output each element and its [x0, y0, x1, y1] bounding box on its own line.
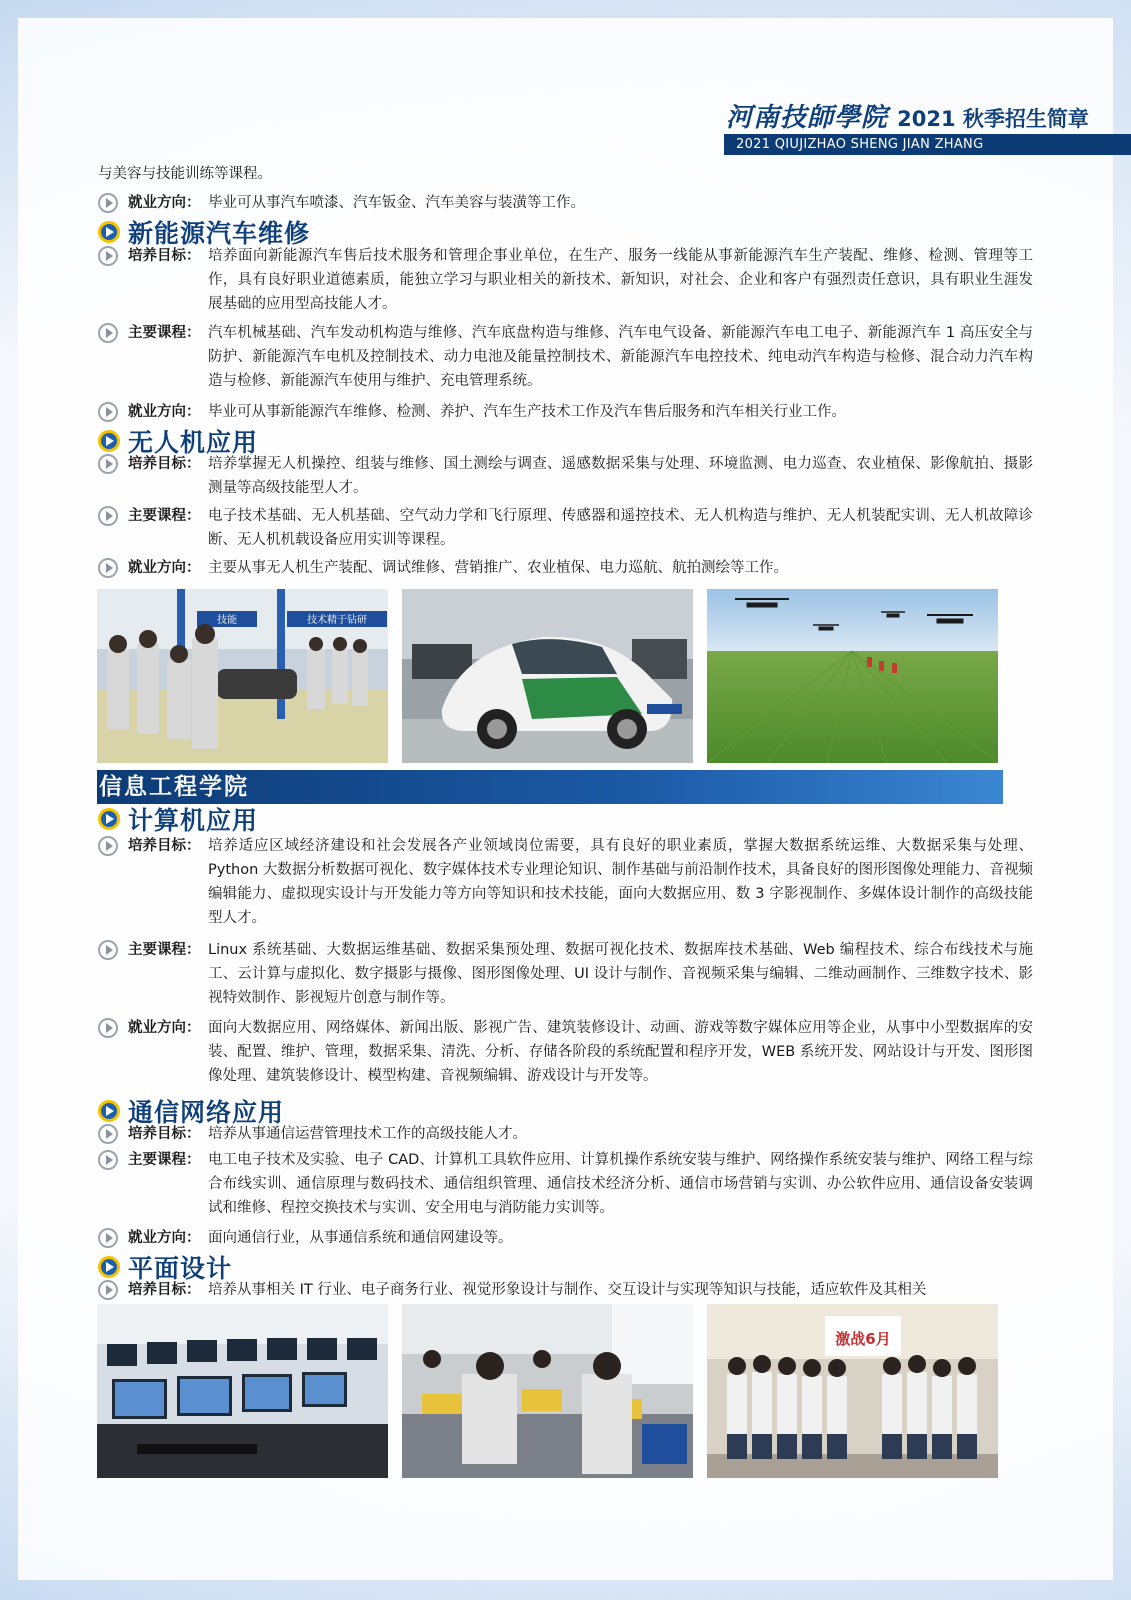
intro-job	[98, 191, 1033, 215]
carryover-text: 与美容与技能训练等课程。	[98, 166, 272, 182]
drone-jobs	[98, 556, 1033, 580]
car-cutaway-photo	[402, 589, 693, 763]
play-bullet-icon	[98, 1018, 118, 1038]
play-bullet-icon	[98, 836, 118, 856]
play-bullet-icon	[98, 221, 120, 243]
field-label: 就业方向：	[128, 1020, 201, 1036]
field-label: 培养目标：	[128, 248, 201, 264]
major-heading	[98, 217, 310, 247]
play-bullet-icon	[98, 1100, 120, 1122]
major-title: 新能源汽车维修	[128, 219, 311, 248]
field-text: 培养从事相关 IT 行业、电子商务行业、视觉形象设计与制作、交互设计与实现等知识与技能，适应软件及其相关	[208, 1282, 927, 1298]
field-text: 毕业可从事汽车喷漆、汽车钣金、汽车美容与装潢等工作。	[208, 195, 585, 211]
field-text: 培养从事通信运营管理技术工作的高级技能人才。	[208, 1126, 527, 1142]
field-label: 主要课程：	[128, 325, 201, 341]
major-title: 通信网络应用	[128, 1098, 285, 1127]
banner-text: 技能	[217, 615, 237, 626]
play-bullet-icon	[98, 402, 118, 422]
graphic-goal	[98, 1278, 1033, 1302]
brand-header	[726, 97, 1089, 134]
photo-row-top	[97, 589, 998, 763]
banner-text: 技术精于钻研	[307, 615, 367, 626]
play-bullet-icon	[98, 1228, 118, 1248]
play-bullet-icon	[98, 506, 118, 526]
play-bullet-icon	[98, 1150, 118, 1170]
banner-text: 激战6月	[835, 1330, 891, 1348]
school-name: 河南技師學院	[726, 103, 889, 133]
ev-jobs	[98, 400, 1033, 424]
field-text: 电工电子技术及实验、电子 CAD、计算机工具软件应用、计算机操作系统安装与维护、网络操作系统安装与维护、网络工程与综合布线实训、通信原理与数码技术、通信组织管理、通信技术经济分析、通信市场营销与实训、办公软件应用、通信设备安装调试和维修、程控交换技术与实训、安全用电与消防能力实训等。	[208, 1152, 1033, 1216]
field-label: 培养目标：	[128, 456, 201, 472]
field-label: 培养目标：	[128, 1282, 201, 1298]
field-text: 培养面向新能源汽车售后技术服务和管理企事业单位，在生产、服务一线能从事新能源汽车生产装配、维修、检测、管理等工作，具有良好职业道德素质，能独立学习与职业相关的新技术、新知识，对社会、企业和客户有强烈责任意识，具有职业生涯发展基础的应用型高技能人才。	[208, 248, 1033, 312]
brochure-subtitle: 2021 QIUJIZHAO SHENG JIAN ZHANG	[724, 134, 1131, 155]
computer-jobs	[98, 1016, 1033, 1088]
field-label: 就业方向：	[128, 1230, 201, 1246]
network-courses	[98, 1148, 1033, 1220]
play-bullet-icon	[98, 808, 120, 830]
major-title: 计算机应用	[128, 806, 259, 835]
field-text: Linux 系统基础、大数据运维基础、数据采集预处理、数据可视化技术、数据库技术基础、Web 编程技术、综合布线技术与施工、云计算与虚拟化、数字摄影与摄像、图形图像处理、UI 设计与制作、音视频采集与编辑、二维动画制作、三维数字技术、影视特效制作、影视短片创意与制作等。	[208, 942, 1033, 1006]
play-bullet-icon	[98, 1124, 118, 1144]
major-title: 无人机应用	[128, 428, 259, 457]
field-label: 培养目标：	[128, 1126, 201, 1142]
ev-courses	[98, 321, 1033, 393]
computer-goal	[98, 834, 1033, 930]
field-text: 培养适应区域经济建设和社会发展各产业领域岗位需要，具有良好的职业素质，掌握大数据系统运维、大数据采集与处理、Python 大数据分析数据可视化、数字媒体技术专业理论知识、制作基础与前沿制作技术，具备良好的图形图像处理能力、音视频编辑能力、虚拟现实设计与开发能力等方向等知识和技术技能，面向大数据应用、数 3 字影视制作、多媒体设计制作的高级技能型人才。	[208, 838, 1033, 926]
electronics-lab-photo	[402, 1304, 693, 1478]
field-label: 就业方向：	[128, 195, 201, 211]
drone-goal	[98, 452, 1033, 500]
field-label: 主要课程：	[128, 1152, 201, 1168]
field-label: 培养目标：	[128, 838, 201, 854]
play-bullet-icon	[98, 940, 118, 960]
field-text: 培养掌握无人机操控、组装与维修、国土测绘与调查、遥感数据采集与处理、环境监测、电力巡查、农业植保、影像航拍、摄影测量等高级技能型人才。	[208, 456, 1033, 496]
field-text: 毕业可从事新能源汽车维修、检测、养护、汽车生产技术工作及汽车售后服务和汽车相关行业工作。	[208, 404, 846, 420]
field-text: 面向大数据应用、网络媒体、新闻出版、影视广告、建筑装修设计、动画、游戏等数字媒体应用等企业，从事中小型数据库的安装、配置、维护、管理，数据采集、清洗、分析、存储各阶段的系统配置和程序开发，WEB 系统开发、网站设计与开发、图形图像处理、建筑装修设计、模型构建、音视频编辑、游戏设计与开发等。	[208, 1020, 1033, 1084]
field-label: 就业方向：	[128, 404, 201, 420]
play-bullet-icon	[98, 1256, 120, 1278]
college-band	[97, 770, 1003, 804]
play-bullet-icon	[98, 1280, 118, 1300]
play-bullet-icon	[98, 193, 118, 213]
field-label: 主要课程：	[128, 508, 201, 524]
major-heading	[98, 804, 258, 834]
field-text: 电子技术基础、无人机基础、空气动力学和飞行原理、传感器和遥控技术、无人机构造与维护、无人机装配实训、无人机故障诊断、无人机机载设备应用实训等课程。	[208, 508, 1033, 548]
computer-courses	[98, 938, 1033, 1010]
college-title: 信息工程学院	[99, 774, 249, 800]
play-bullet-icon	[98, 558, 118, 578]
field-text: 面向通信行业，从事通信系统和通信网建设等。	[208, 1230, 513, 1246]
network-jobs	[98, 1226, 1033, 1250]
play-bullet-icon	[98, 430, 120, 452]
brochure-title: 2021 秋季招生简章	[897, 107, 1089, 131]
workshop-photo	[97, 589, 388, 763]
play-bullet-icon	[98, 454, 118, 474]
computer-lab-photo	[97, 1304, 388, 1478]
photo-row-bottom	[97, 1304, 998, 1478]
play-bullet-icon	[98, 323, 118, 343]
field-label: 主要课程：	[128, 942, 201, 958]
field-text: 主要从事无人机生产装配、调试维修、营销推广、农业植保、电力巡航、航拍测绘等工作。	[208, 560, 788, 576]
drone-field-photo	[707, 589, 998, 763]
field-text: 汽车机械基础、汽车发动机构造与维修、汽车底盘构造与维修、汽车电气设备、新能源汽车电工电子、新能源汽车 1 高压安全与防护、新能源汽车电机及控制技术、动力电池及能量控制技术、新能源汽车电控技术、纯电动汽车构造与检修、混合动力汽车构造与检修、新能源汽车使用与维护、充电管理系统。	[208, 325, 1033, 389]
field-label: 就业方向：	[128, 560, 201, 576]
ev-goal	[98, 244, 1033, 316]
drone-courses	[98, 504, 1033, 552]
major-title: 平面设计	[128, 1254, 233, 1283]
network-goal	[98, 1122, 1033, 1146]
group-photo	[707, 1304, 998, 1478]
play-bullet-icon	[98, 246, 118, 266]
